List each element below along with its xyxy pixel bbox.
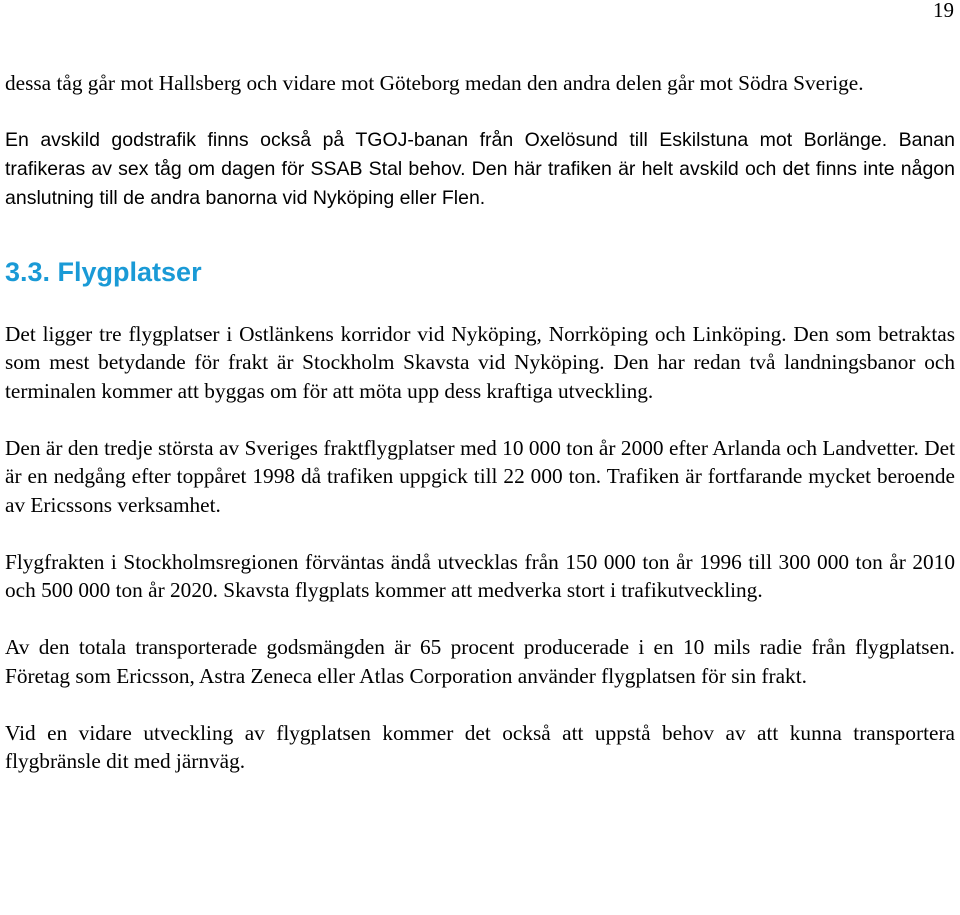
page-content <box>5 69 955 776</box>
paragraph-fraktflygplatser: Den är den tredje största av Sveriges fraktflygplatser med 10 000 ton år 2000 efter Arlanda och Landvetter. Det är en nedgång efter toppåret 1998 då trafiken uppgick till 22 000 ton. Trafiken är fortfarande mycket beroende av Ericssons verksamhet. <box>5 435 955 517</box>
paragraph-godsmangd: Av den totala transporterade godsmängden är 65 procent producerade i en 10 mils radie från flygplatsen. Företag som Ericsson, Astra Zeneca eller Atlas Corporation använder flygplatsen för sin frakt. <box>5 635 955 688</box>
paragraph-flygbransle: Vid en vidare utveckling av flygplatsen kommer det också att uppstå behov av att kunna transportera flygbränsle dit med järnväg. <box>5 720 955 773</box>
paragraph-continuation: dessa tåg går mot Hallsberg och vidare mot Göteborg medan den andra delen går mot Södra Sverige. <box>5 71 864 95</box>
paragraph-flygfrakten: Flygfrakten i Stockholmsregionen förväntas ändå utvecklas från 150 000 ton år 1996 till 300 000 ton år 2010 och 500 000 ton år 2020. Skavsta flygplats kommer att medverka stort i trafikutveckling. <box>5 549 955 602</box>
paragraph-godstrafik: En avskild godstrafik finns också på TGOJ-banan från Oxelösund till Eskilstuna mot Borlänge. Banan trafikeras av sex tåg om dagen för SSAB Stal behov. Den här trafiken är helt avskild och det finns inte någon anslutning till de andra banorna vid Nyköping eller Flen. <box>5 128 955 209</box>
paragraph-flygplatser-intro: Det ligger tre flygplatser i Ostlänkens korridor vid Nyköping, Norrköping och Linköping. Den som betraktas som mest betydande för frakt är Stockholm Skavsta vid Nyköping. Den har redan två landningsbanor och terminalen kommer att byggas om för att möta upp dess kraftiga utveckling. <box>5 321 955 403</box>
page-number: 19 <box>933 0 954 22</box>
section-heading: 3.3. Flygplatser <box>5 256 202 287</box>
